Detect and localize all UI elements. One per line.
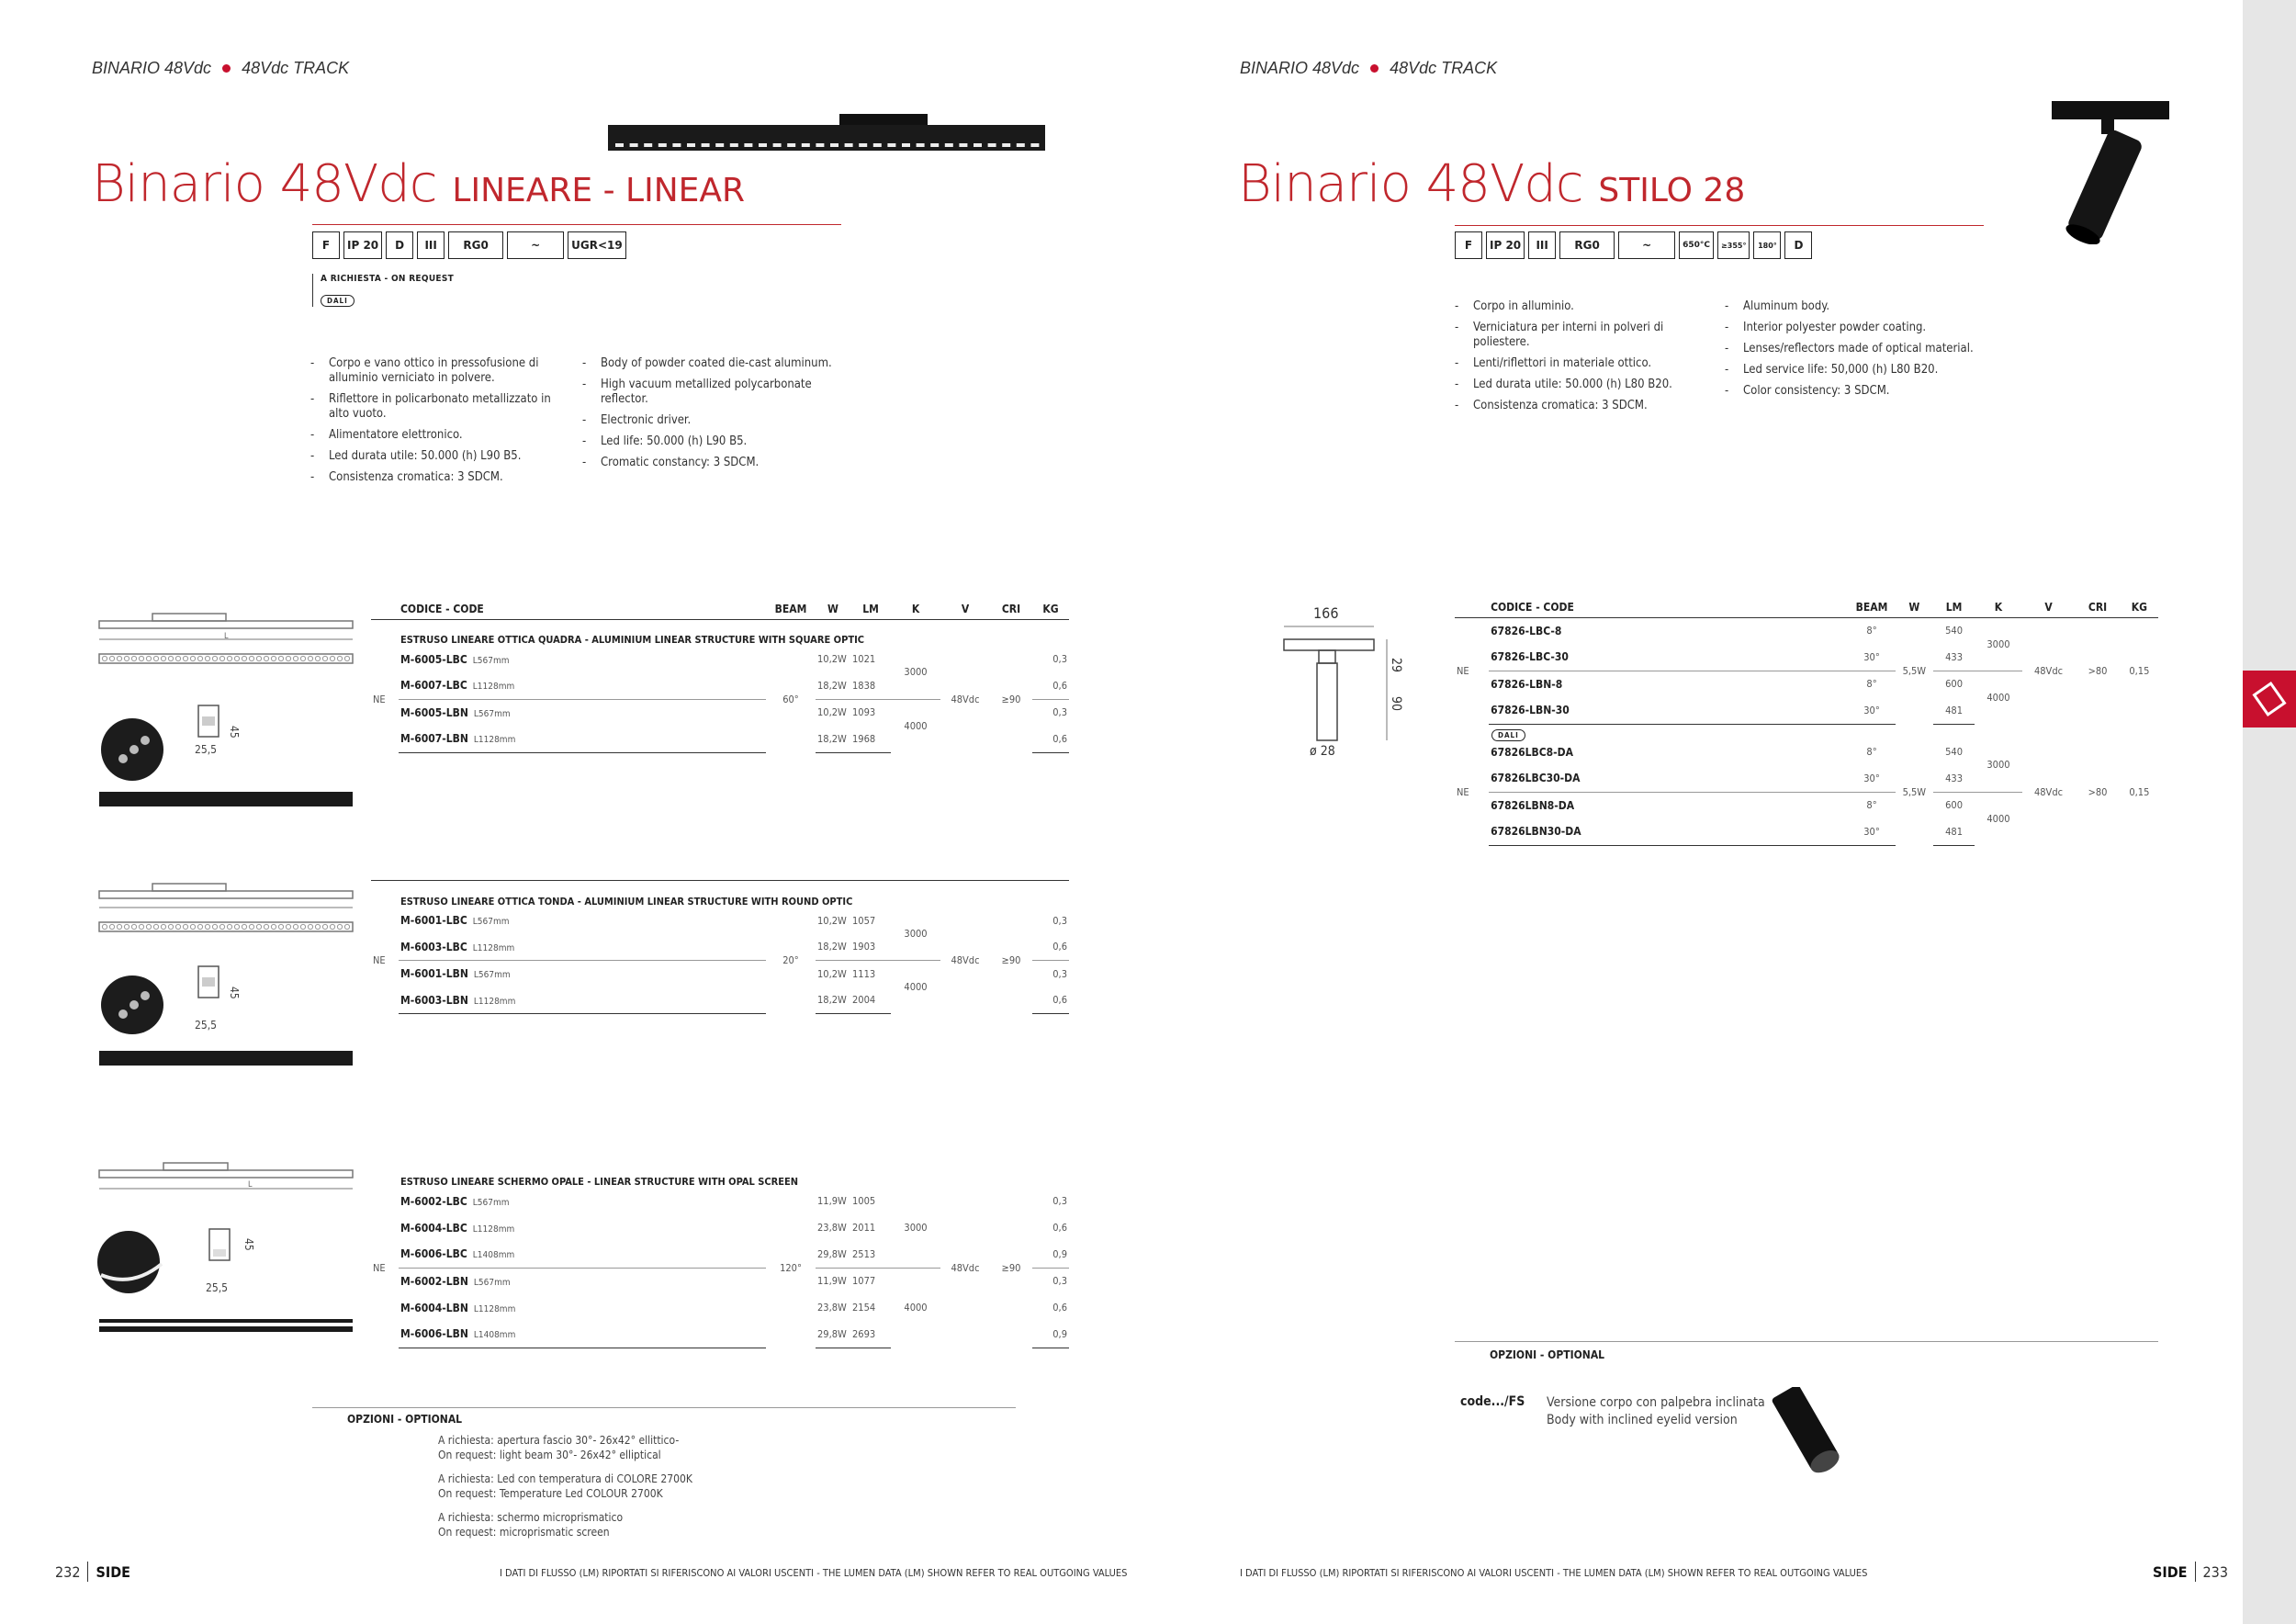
chapter-sidebar: [2243, 0, 2296, 1624]
watt: 18,2W: [816, 726, 850, 752]
optional-section-right: [1455, 1341, 2158, 1342]
lumen: 433: [1945, 650, 1964, 663]
header-k: K: [891, 599, 940, 619]
footer-note-left: I DATI DI FLUSSO (LM) RIPORTATI SI RIFERISCONO AI VALORI USCENTI - THE LUMEN DATA (LM) SHOWN REFER TO REAL OUTGOING VALUES: [500, 1567, 1128, 1579]
watt: 10,2W: [816, 699, 850, 726]
table-header-row: [1455, 597, 2158, 617]
lumen: 1057: [852, 914, 876, 927]
technical-drawing-round-optic: [96, 880, 358, 1073]
product-code: M-6004-LBN: [400, 1301, 468, 1314]
ip20-icon: IP 20: [1486, 231, 1525, 259]
finish-cell: NE: [1457, 664, 1469, 677]
certification-icons-left: [312, 231, 626, 259]
feature-item: - Consistenza cromatica: 3 SDCM.: [310, 470, 568, 485]
feature-item: - Lenti/riflettori in materiale ottico.: [1455, 356, 1703, 371]
watt: 18,2W: [817, 941, 847, 953]
voltage: 48Vdc: [951, 693, 980, 705]
technical-drawing-stilo: [1271, 603, 1405, 764]
f-mark-icon: F: [312, 231, 340, 259]
header-w: W: [1896, 597, 1933, 617]
lumen: 1838: [852, 679, 876, 692]
weight: 0,6: [1052, 1302, 1067, 1314]
cri: >80: [2088, 785, 2108, 798]
kelvin: 3000: [904, 927, 928, 940]
header-cri: CRI: [2075, 597, 2120, 617]
length: L567mm: [473, 708, 511, 719]
optional-section-left: [312, 1407, 1016, 1408]
features-en-left: [582, 356, 839, 477]
weight: 0,3: [1032, 699, 1069, 726]
feature-item: - Consistenza cromatica: 3 SDCM.: [1455, 399, 1703, 413]
feature-item: - Interior polyester powder coating.: [1725, 321, 2000, 335]
linear-track-luminaire-image: [604, 112, 1049, 156]
kelvin: 3000: [904, 1221, 928, 1234]
dali-logo: DALI: [321, 295, 355, 307]
brand-label: SIDE: [96, 1562, 130, 1581]
lumen: 2011: [852, 1222, 876, 1234]
chapter-tab[interactable]: [2243, 671, 2296, 727]
kelvin: 3000: [904, 666, 928, 679]
optional-item: A richiesta: apertura fascio 30°- 26x42° ellittico- On request: light beam 30°- 26x42° elliptical: [438, 1434, 680, 1461]
length: L1128mm: [472, 682, 515, 693]
lumen: 1077: [850, 1268, 891, 1294]
beam-cell: 60°: [782, 693, 799, 705]
dali-logo: DALI: [1491, 729, 1525, 741]
dimension-w: 25,5: [206, 1281, 229, 1294]
dimension-h: 45: [228, 987, 241, 999]
feature-item: - Led life: 50.000 (h) L90 B5.: [582, 434, 839, 449]
watt: 11,9W: [816, 1268, 850, 1294]
finish-cell: NE: [373, 954, 386, 966]
dimension-h2: 90: [1389, 696, 1403, 712]
beam: 30°: [1863, 772, 1880, 784]
certification-icons-right: [1455, 231, 1812, 259]
header-v: V: [2022, 597, 2076, 617]
flicker-wave-icon: ~: [507, 231, 564, 259]
section-title: ESTRUSO LINEARE SCHERMO OPALE - LINEAR STRUCTURE WITH OPAL SCREEN: [400, 1176, 799, 1188]
length: L567mm: [473, 1277, 511, 1288]
watt: 10,2W: [816, 961, 850, 987]
weight: 0,3: [1032, 961, 1069, 987]
lumen: 540: [1945, 625, 1964, 637]
dimension-h1: 29: [1389, 658, 1403, 673]
dimension-l: L: [248, 1180, 253, 1190]
spec-table-opal-screen: [371, 1161, 1069, 1348]
lumen: 1903: [852, 941, 876, 953]
optional-title-right: OPZIONI - OPTIONAL: [1490, 1348, 1605, 1361]
dimension-w: 25,5: [195, 743, 218, 756]
cri: ≥90: [1001, 693, 1021, 705]
title-rule-right: [1455, 225, 1984, 226]
product-code: 67826LBC8-DA: [1491, 745, 1573, 759]
product-code: M-6005-LBC: [400, 652, 467, 666]
footer-left: [55, 1562, 130, 1582]
product-code: M-6004-LBC: [400, 1221, 467, 1235]
lumen: 2693: [850, 1321, 891, 1348]
d-mark-icon: D: [1784, 231, 1812, 259]
weight: 0,6: [1052, 941, 1067, 953]
beam: 30°: [1848, 697, 1895, 724]
header-beam: BEAM: [766, 599, 816, 619]
weight: 0,3: [1052, 914, 1067, 927]
weight: 0,15: [2129, 785, 2150, 798]
dimension-l: L: [224, 632, 229, 641]
product-code: 67826-LBN-8: [1489, 671, 1848, 697]
technical-drawing-opal-screen: [96, 1159, 358, 1339]
voltage: 48Vdc: [2033, 785, 2064, 798]
lumen: 2513: [852, 1247, 876, 1260]
product-code: 67826-LBC-8: [1491, 624, 1562, 637]
product-code: 67826LBN30-DA: [1489, 818, 1848, 845]
weight: 0,9: [1032, 1321, 1069, 1348]
product-code: M-6001-LBN: [400, 967, 468, 981]
beam: 8°: [1866, 625, 1877, 637]
beam: 8°: [1866, 746, 1877, 758]
feature-item: - Electronic driver.: [582, 413, 839, 428]
length: L567mm: [472, 655, 510, 666]
d-mark-icon: D: [386, 231, 413, 259]
length: L1128mm: [472, 1224, 515, 1235]
brand-label: SIDE: [2153, 1562, 2188, 1581]
table-row: [1455, 617, 2158, 644]
length: L1128mm: [473, 1303, 516, 1314]
class-iii-icon: III: [1528, 231, 1556, 259]
header-v: V: [940, 599, 990, 619]
weight: 0,3: [1052, 653, 1067, 665]
linear-track-tab-icon: [2243, 671, 2296, 727]
header-kg: KG: [2121, 597, 2158, 617]
kelvin: 4000: [1975, 792, 2021, 845]
watt: 23,8W: [817, 1302, 847, 1314]
feature-item: - Led durata utile: 50.000 (h) L90 B5.: [310, 449, 568, 464]
voltage: 48Vdc: [951, 1261, 980, 1274]
section-title: ESTRUSO LINEARE OTTICA TONDA - ALUMINIUM LINEAR STRUCTURE WITH ROUND OPTIC: [400, 895, 853, 908]
product-code: M-6005-LBN: [400, 705, 468, 719]
weight: 0,6: [1052, 679, 1067, 692]
header-lm: LM: [850, 599, 891, 619]
beam-cell: 120°: [780, 1261, 802, 1274]
product-code: 67826-LBN-30: [1489, 697, 1848, 724]
feature-item: - Verniciatura per interni in polveri di poliestere.: [1455, 321, 1703, 350]
length: L1128mm: [473, 735, 516, 746]
header-lm: LM: [1933, 597, 1975, 617]
spec-table-square-optic: [371, 599, 1069, 753]
lumen: 1005: [852, 1195, 876, 1207]
footer-note-right: I DATI DI FLUSSO (LM) RIPORTATI SI RIFERISCONO AI VALORI USCENTI - THE LUMEN DATA (LM) SHOWN REFER TO REAL OUTGOING VALUES: [1240, 1567, 1868, 1579]
kelvin: 4000: [891, 699, 940, 752]
length: L567mm: [472, 917, 510, 927]
cri: ≥90: [1001, 954, 1021, 966]
feature-item: - Led service life: 50,000 (h) L80 B20.: [1725, 363, 2000, 378]
lumen: 600: [1933, 671, 1975, 697]
flicker-wave-icon: ~: [1618, 231, 1675, 259]
weight: 0,15: [2129, 664, 2150, 677]
feature-item: - Body of powder coated die-cast aluminum.: [582, 356, 839, 371]
rg0-eye-icon: RG0: [1559, 231, 1615, 259]
voltage: 48Vdc: [951, 954, 980, 966]
feature-item: - Color consistency: 3 SDCM.: [1725, 384, 2000, 399]
stilo-spotlight-image: [2011, 97, 2173, 244]
header-beam: BEAM: [1848, 597, 1895, 617]
product-code: M-6002-LBC: [400, 1194, 467, 1208]
page-title-left: Binario 48Vdc LINEARE - LINEAR: [92, 154, 746, 214]
page-number: 232: [55, 1562, 81, 1581]
weight: 0,6: [1032, 726, 1069, 752]
dimension-h: 45: [228, 726, 241, 739]
rotation-355-icon: ≥355°: [1717, 231, 1750, 259]
length: L567mm: [473, 970, 511, 981]
weight: 0,6: [1052, 1222, 1067, 1234]
length: L1128mm: [473, 996, 516, 1007]
feature-item: - Lenses/reflectors made of optical material.: [1725, 342, 2000, 356]
header-w: W: [816, 599, 850, 619]
lumen: 433: [1945, 772, 1964, 784]
length: L1408mm: [472, 1250, 515, 1261]
product-code: M-6007-LBN: [400, 732, 468, 746]
finish-cell: NE: [1457, 785, 1469, 798]
f-mark-icon: F: [1455, 231, 1482, 259]
table-header-row: [371, 599, 1069, 619]
beam: 30°: [1848, 818, 1895, 845]
weight: 0,3: [1052, 1195, 1067, 1207]
product-code: 67826LBC30-DA: [1491, 772, 1581, 785]
feature-item: - Alimentatore elettronico.: [310, 428, 568, 443]
features-it-right: [1455, 299, 1703, 420]
optional-title-left: OPZIONI - OPTIONAL: [347, 1413, 463, 1426]
product-code: M-6003-LBC: [400, 940, 467, 953]
product-code: M-6007-LBC: [400, 679, 467, 693]
watt: 29,8W: [817, 1247, 847, 1260]
product-code: M-6003-LBN: [400, 993, 468, 1007]
eyelid-variant-image: [1767, 1387, 1850, 1479]
spec-table-round-optic: [371, 880, 1069, 1014]
cri: >80: [2088, 664, 2108, 677]
header-kg: KG: [1032, 599, 1069, 619]
section-title: ESTRUSO LINEARE OTTICA QUADRA - ALUMINIUM LINEAR STRUCTURE WITH SQUARE OPTIC: [400, 634, 865, 646]
watt: 5,5W: [1902, 785, 1927, 798]
watt: 18,2W: [816, 987, 850, 1014]
table-row: [371, 1188, 1069, 1214]
optional-desc-right: Versione corpo con palpebra inclinata Body with inclined eyelid version: [1547, 1395, 1765, 1427]
product-code: 67826-LBC-30: [1491, 650, 1569, 664]
on-request-block-left: [312, 274, 454, 307]
dimension-h: 45: [242, 1238, 255, 1251]
lumen: 600: [1933, 792, 1975, 818]
length: L1408mm: [473, 1330, 516, 1341]
product-code: M-6006-LBN: [400, 1327, 468, 1341]
class-iii-icon: III: [417, 231, 445, 259]
table-row: [371, 908, 1069, 934]
feature-item: - Led durata utile: 50.000 (h) L80 B20.: [1455, 378, 1703, 392]
footer-right: [2153, 1562, 2228, 1582]
table-row: [371, 646, 1069, 672]
kelvin: 3000: [1986, 759, 2010, 772]
optional-code: code.../FS: [1460, 1394, 1525, 1409]
optional-item: A richiesta: schermo microprismatico On request: microprismatic screen: [438, 1511, 624, 1539]
lumen: 2154: [852, 1302, 876, 1314]
watt: 5,5W: [1902, 664, 1927, 677]
feature-item: - Aluminum body.: [1725, 299, 2000, 314]
watt: 10,2W: [817, 653, 847, 665]
spec-table-stilo: [1455, 597, 2158, 725]
kelvin: 4000: [1975, 671, 2021, 724]
beam: 8°: [1848, 792, 1895, 818]
header-k: K: [1975, 597, 2021, 617]
rg0-eye-icon: RG0: [448, 231, 503, 259]
weight: 0,3: [1032, 1268, 1069, 1294]
features-en-right: [1725, 299, 2000, 405]
feature-item: - High vacuum metallized polycarbonate reflector.: [582, 378, 839, 407]
lumen: 1968: [850, 726, 891, 752]
kelvin: 4000: [891, 961, 940, 1014]
feature-item: - Cromatic constancy: 3 SDCM.: [582, 456, 839, 470]
beam: 8°: [1848, 671, 1895, 697]
lumen: 540: [1945, 746, 1964, 758]
spec-table-stilo-dali: [1455, 739, 2158, 846]
feature-item: - Riflettore in policarbonato metallizzato in alto vuoto.: [310, 392, 568, 422]
feature-item: - Corpo e vano ottico in pressofusione di alluminio verniciato in polvere.: [310, 356, 568, 386]
kelvin: 3000: [1986, 637, 2010, 650]
weight: 0,6: [1032, 987, 1069, 1014]
running-head-right: BINARIO 48Vdc 48Vdc TRACK: [1240, 59, 1498, 77]
lumen: 1093: [850, 699, 891, 726]
page-title-right: Binario 48Vdc STILO 28: [1238, 154, 1746, 214]
voltage: 48Vdc: [2033, 664, 2064, 677]
page-number: 233: [2202, 1562, 2228, 1581]
optional-list-left: [438, 1433, 805, 1539]
watt: 11,9W: [817, 1195, 847, 1207]
features-it-left: [310, 356, 568, 491]
product-code: 67826LBN8-DA: [1489, 792, 1848, 818]
finish-cell: NE: [373, 693, 386, 705]
beam: 30°: [1863, 650, 1880, 663]
header-code: CODICE - CODE: [1489, 597, 1848, 617]
feature-item: - Corpo in alluminio.: [1455, 299, 1703, 314]
title-rule-left: [312, 224, 841, 225]
glow-wire-icon: 650°C: [1679, 231, 1714, 259]
optional-item: A richiesta: Led con temperatura di COLORE 2700K On request: Temperature Led COLOUR 2700K: [438, 1472, 692, 1500]
tilt-180-icon: 180°: [1753, 231, 1781, 259]
dimension-diameter: ø 28: [1310, 744, 1335, 759]
watt: 23,8W: [817, 1222, 847, 1234]
lumen: 1021: [852, 653, 876, 665]
length: L1128mm: [472, 942, 515, 953]
lumen: 481: [1933, 697, 1975, 724]
lumen: 481: [1933, 818, 1975, 845]
ugr-icon: UGR<19: [568, 231, 626, 259]
product-code: M-6001-LBC: [400, 914, 467, 927]
ip20-icon: IP 20: [343, 231, 382, 259]
weight: 0,9: [1052, 1247, 1067, 1260]
dimension-w: 25,5: [195, 1019, 218, 1032]
beam-cell: 20°: [782, 954, 799, 966]
watt: 18,2W: [817, 679, 847, 692]
watt: 29,8W: [816, 1321, 850, 1348]
dimension-width: 166: [1313, 604, 1339, 622]
finish-cell: NE: [373, 1261, 386, 1274]
on-request-label: A RICHIESTA - ON REQUEST: [321, 274, 455, 284]
header-code: CODICE - CODE: [399, 599, 766, 619]
lumen: 2004: [850, 987, 891, 1014]
length: L567mm: [472, 1197, 510, 1208]
lumen: 1113: [850, 961, 891, 987]
header-cri: CRI: [990, 599, 1032, 619]
table-row: [1455, 739, 2158, 765]
cri: ≥90: [1001, 1261, 1021, 1274]
running-head-left: BINARIO 48Vdc 48Vdc TRACK: [92, 59, 350, 77]
product-code: M-6002-LBN: [400, 1274, 468, 1288]
kelvin: 4000: [891, 1268, 940, 1348]
product-code: M-6006-LBC: [400, 1247, 467, 1261]
technical-drawing-square-optic: [96, 603, 358, 814]
watt: 10,2W: [817, 914, 847, 927]
